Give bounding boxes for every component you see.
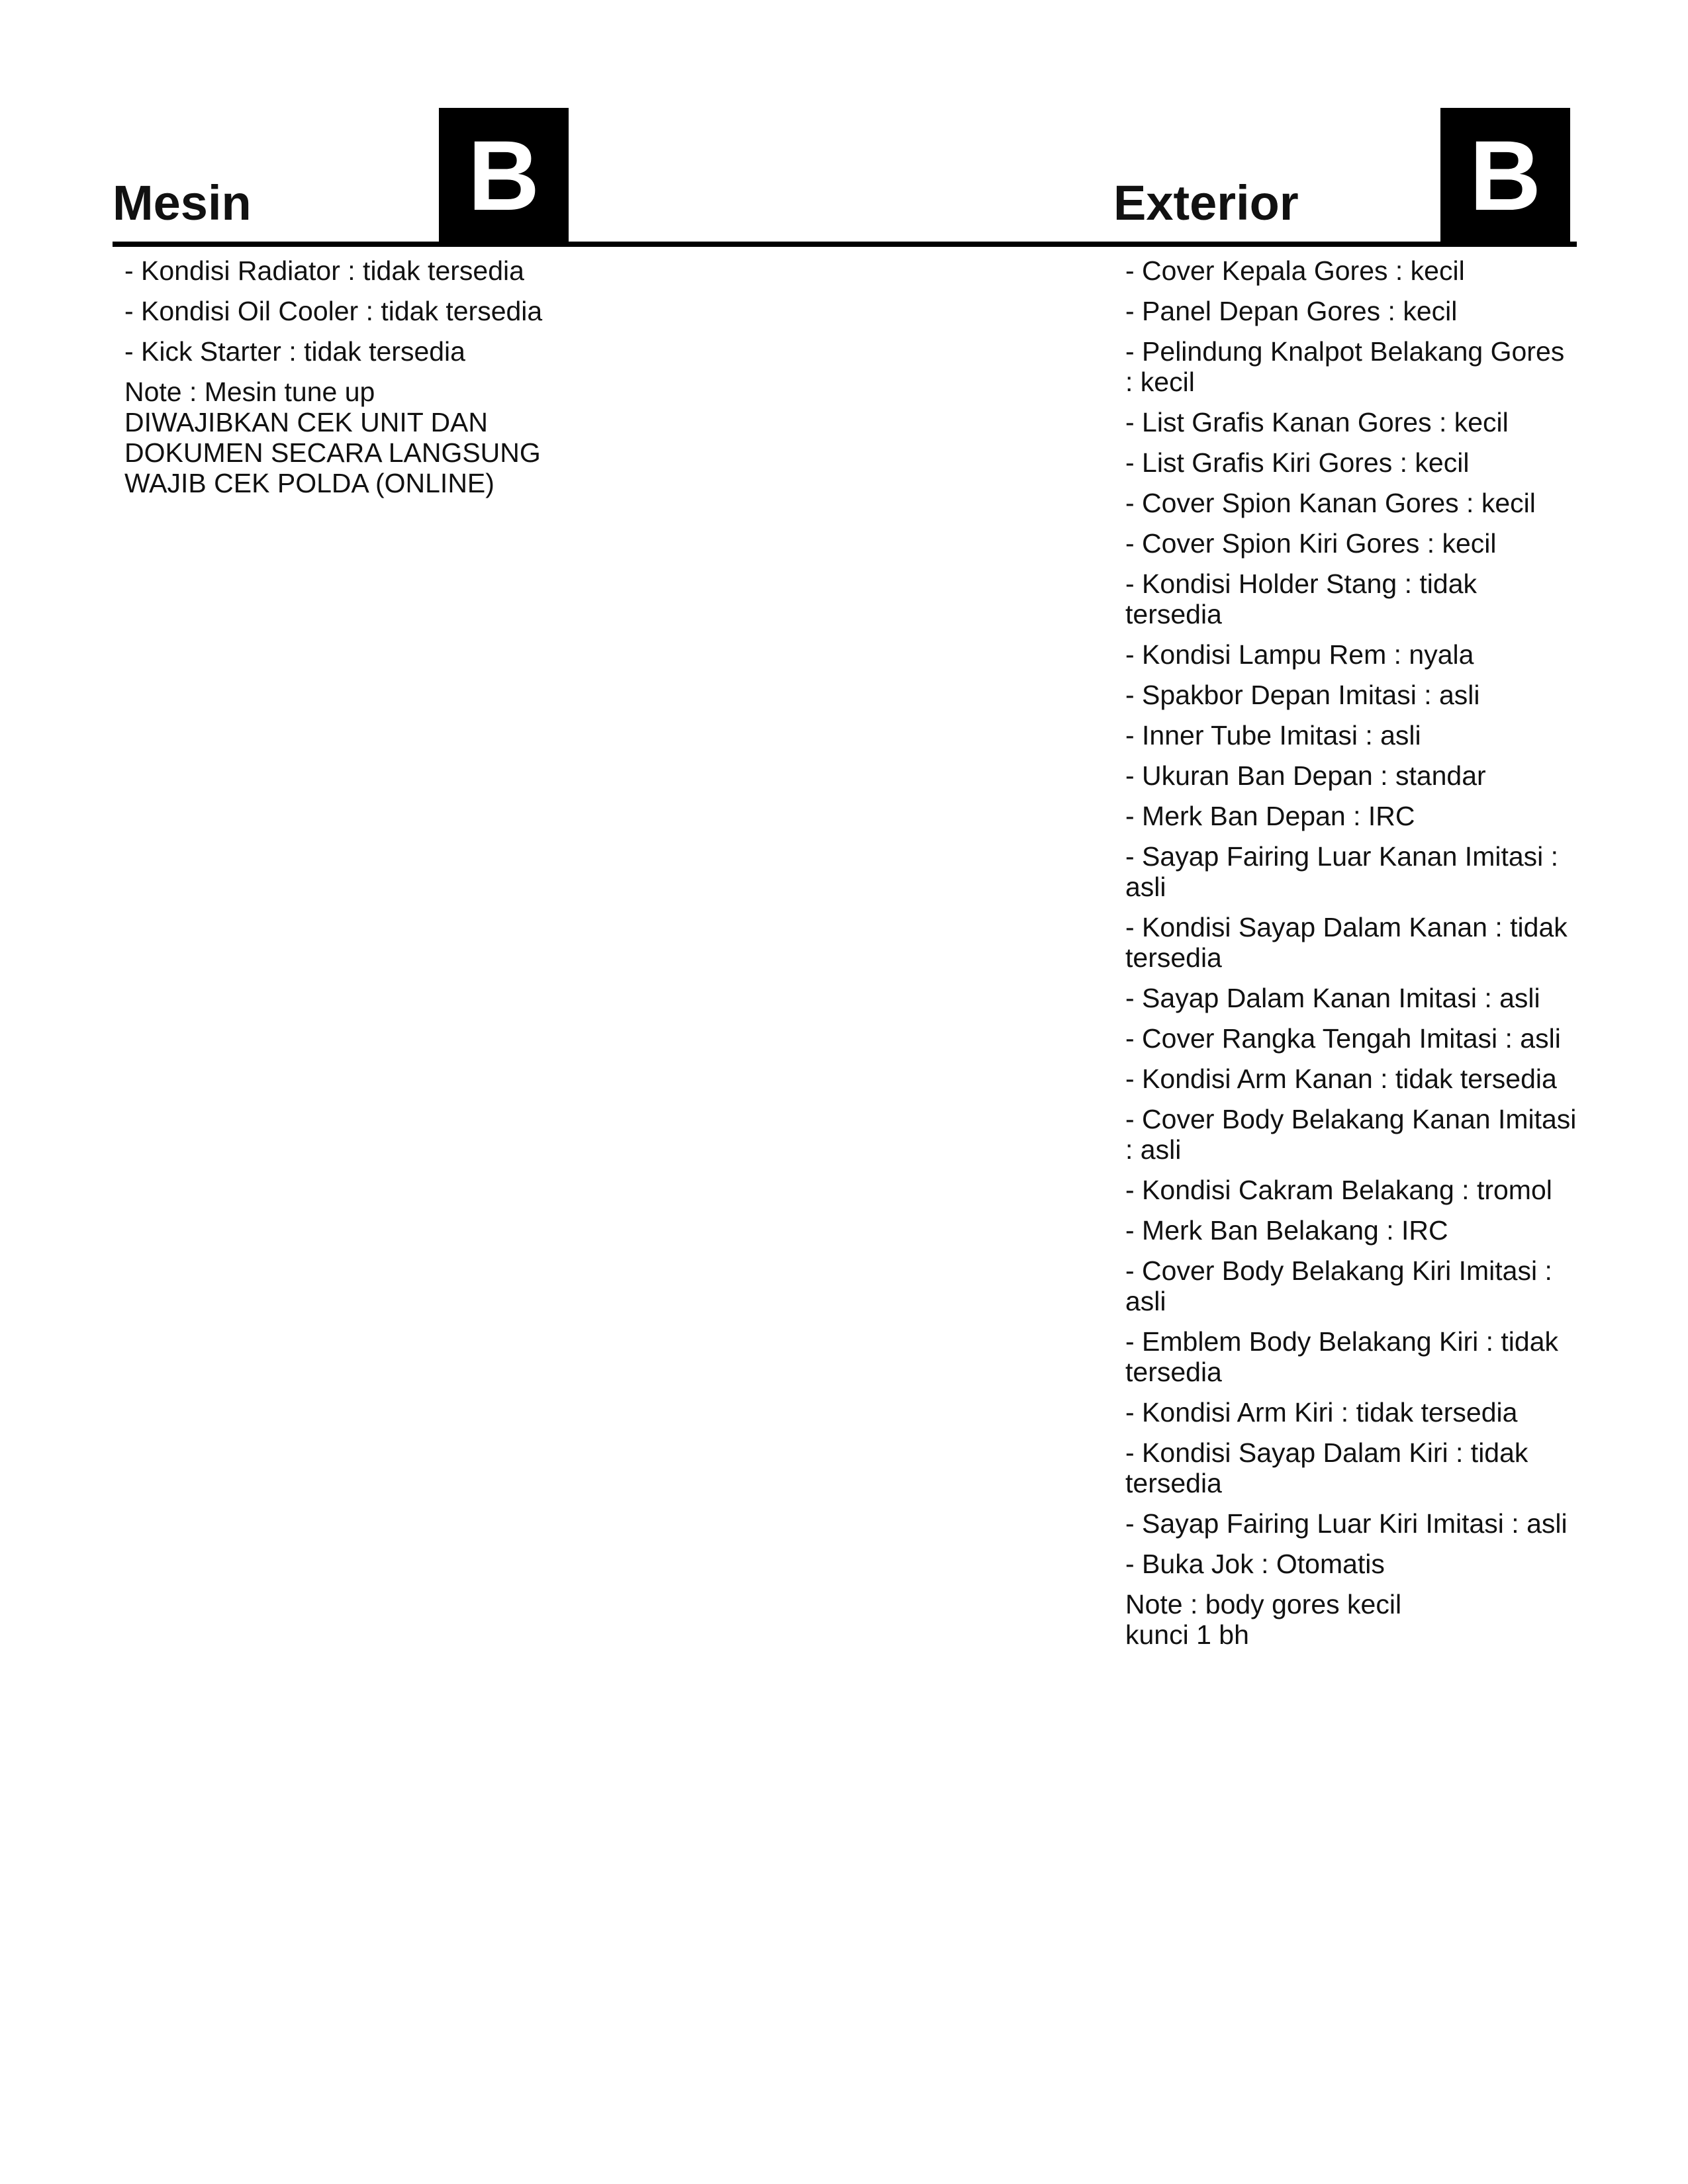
list-item: - Cover Body Belakang Kanan Imitasi : asli	[1125, 1104, 1577, 1165]
list-item: - Kondisi Lampu Rem : nyala	[1125, 639, 1474, 670]
list-item: - Ukuran Ban Depan : standar	[1125, 760, 1486, 791]
exterior-title: Exterior	[1113, 175, 1299, 230]
note-line: Note : Mesin tune up	[124, 377, 375, 407]
note-line: DOKUMEN SECARA LANGSUNG	[124, 437, 541, 468]
list-item: - List Grafis Kiri Gores : kecil	[1125, 447, 1470, 478]
list-item: - Emblem Body Belakang Kiri : tidak tersedia	[1125, 1326, 1558, 1387]
list-item: - Cover Kepala Gores : kecil	[1125, 255, 1465, 286]
note-line: DIWAJIBKAN CEK UNIT DAN	[124, 407, 489, 437]
list-item: - Kondisi Arm Kiri : tidak tersedia	[1125, 1397, 1518, 1428]
list-item: - Kondisi Sayap Dalam Kanan : tidak tersedia	[1125, 912, 1568, 973]
note-line: kunci 1 bh	[1125, 1619, 1249, 1650]
list-item: - Pelindung Knalpot Belakang Gores : kecil	[1125, 336, 1565, 397]
list-item: - List Grafis Kanan Gores : kecil	[1125, 407, 1509, 437]
list-item: - Sayap Fairing Luar Kanan Imitasi : asli	[1125, 841, 1559, 902]
list-item: - Cover Rangka Tengah Imitasi : asli	[1125, 1023, 1561, 1054]
mesin-grade-badge: B	[439, 108, 569, 244]
list-item: - Kondisi Radiator : tidak tersedia	[124, 255, 524, 286]
list-item: - Kondisi Arm Kanan : tidak tersedia	[1125, 1064, 1557, 1094]
list-item: - Buka Jok : Otomatis	[1125, 1549, 1385, 1579]
list-item: - Kondisi Oil Cooler : tidak tersedia	[124, 296, 543, 326]
mesin-title: Mesin	[113, 175, 252, 230]
exterior-grade-badge: B	[1440, 108, 1570, 244]
list-item: - Inner Tube Imitasi : asli	[1125, 720, 1421, 751]
list-item: - Sayap Dalam Kanan Imitasi : asli	[1125, 983, 1540, 1013]
list-item: - Cover Spion Kanan Gores : kecil	[1125, 488, 1536, 518]
list-item: - Cover Spion Kiri Gores : kecil	[1125, 528, 1497, 559]
note-line: WAJIB CEK POLDA (ONLINE)	[124, 468, 494, 498]
list-item: - Kondisi Sayap Dalam Kiri : tidak tersedia	[1125, 1437, 1528, 1498]
list-item: - Merk Ban Depan : IRC	[1125, 801, 1415, 831]
list-item: - Panel Depan Gores : kecil	[1125, 296, 1458, 326]
mesin-note	[124, 377, 542, 498]
list-item: - Cover Body Belakang Kiri Imitasi : asli	[1125, 1255, 1552, 1316]
list-item: - Kondisi Holder Stang : tidak tersedia	[1125, 569, 1477, 629]
list-item: - Merk Ban Belakang : IRC	[1125, 1215, 1448, 1246]
list-item: - Kondisi Cakram Belakang : tromol	[1125, 1175, 1552, 1205]
list-item: - Spakbor Depan Imitasi : asli	[1125, 680, 1480, 710]
list-item: - Sayap Fairing Luar Kiri Imitasi : asli	[1125, 1508, 1568, 1539]
header-divider	[113, 242, 1577, 247]
exterior-item-list	[1125, 255, 1577, 1660]
list-item: - Kick Starter : tidak tersedia	[124, 336, 465, 367]
mesin-item-list	[124, 255, 542, 508]
note-line: Note : body gores kecil	[1125, 1589, 1402, 1619]
exterior-note	[1125, 1589, 1577, 1650]
